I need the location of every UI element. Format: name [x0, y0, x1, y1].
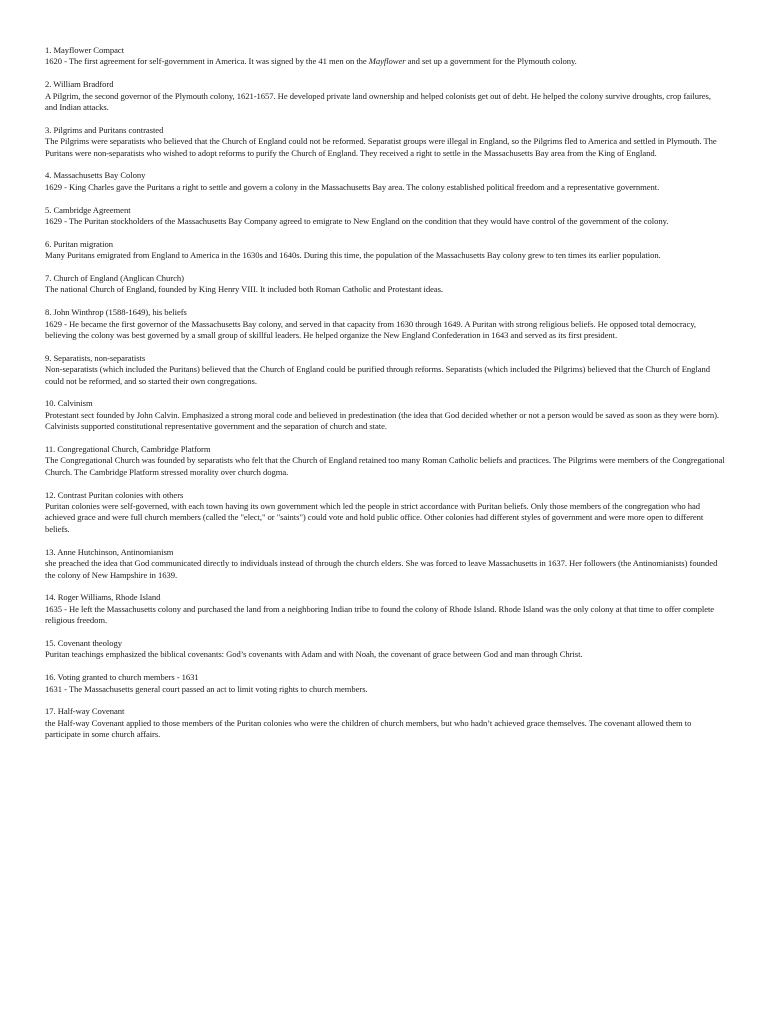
- entry-body: A Pilgrim, the second governor of the Plymouth colony, 1621-1657. He developed private land ownership and helped colonists get out of debt. He helped the colony survive droughts, crop failures, and Indian attacks.: [45, 90, 711, 113]
- entry-body: Puritan colonies were self-governed, with each town having its own government which led the people in strict accordance with Puritan beliefs. Only those members of the congregation who had achieved grace and were full church members (called the "elect," or "saints") could vote and hold public office. Other colonies had different styles of government and were more open to different beliefs.: [45, 501, 704, 534]
- entry-puritan-colonies-contrast: [45, 490, 725, 536]
- entry-body-italic: Mayflower: [368, 56, 406, 67]
- entry-roger-williams: [45, 592, 725, 626]
- entry-title: 1. Mayflower Compact: [45, 45, 124, 55]
- entry-body: 1635 - He left the Massachusetts colony and purchased the land from a neighboring Indian tribe to found the colony of Rhode Island. Rhode Island was the only colony at that time to offer complete religious freedom.: [45, 603, 715, 626]
- entry-massachusetts-bay-colony: [45, 170, 725, 193]
- entry-title: 7. Church of England (Anglican Church): [45, 273, 184, 284]
- entry-title: 11. Congregational Church, Cambridge Platform: [45, 444, 211, 455]
- entry-title: 12. Contrast Puritan colonies with others: [45, 489, 184, 500]
- entry-title: 6. Puritan migration: [45, 238, 113, 249]
- entry-church-of-england: [45, 273, 725, 296]
- entry-title: 13. Anne Hutchinson, Antinomianism: [45, 546, 174, 557]
- entry-anne-hutchinson: [45, 547, 725, 581]
- entry-title: 2. William Bradford: [45, 79, 114, 90]
- entry-puritan-migration: [45, 239, 725, 262]
- entry-body: the Half-way Covenant applied to those members of the Puritan colonies who were the children of church members, but who hadn’t achieved grace themselves. The covenant allowed them to participate in some church affairs.: [45, 717, 692, 740]
- entry-title: 5. Cambridge Agreement: [45, 204, 131, 215]
- entry-congregational-church: [45, 444, 725, 478]
- document-page: [45, 45, 725, 752]
- entry-covenant-theology: [45, 638, 725, 661]
- entry-title: 10. Calvinism: [45, 398, 93, 409]
- entry-title: 15. Covenant theology: [45, 637, 122, 648]
- entry-voting-rights: [45, 672, 725, 695]
- entry-title: 17. Half-way Covenant: [45, 706, 125, 717]
- entry-half-way-covenant: [45, 706, 725, 740]
- entry-title: 8. John Winthrop (1588-1649), his beliefs: [45, 307, 187, 318]
- entry-john-winthrop: [45, 307, 725, 341]
- entry-body: [45, 56, 725, 67]
- entry-body: Protestant sect founded by John Calvin. Emphasized a strong moral code and believed in predestination (the idea that God decided whether or not a person would be saved as soon as they were born). Calvinists supported constitutional representative government and the separation of church and state.: [45, 409, 719, 432]
- entry-pilgrims-puritans: [45, 125, 725, 159]
- entry-title: 16. Voting granted to church members - 1631: [45, 672, 199, 683]
- entry-title: 4. Massachusetts Bay Colony: [45, 170, 146, 181]
- entry-body-text: 1620 - The first agreement for self-government in America. It was signed by the 41 men on the: [45, 56, 369, 67]
- entry-body: Non-separatists (which included the Puritans) believed that the Church of England could be purified through reforms. Separatists (which included the Pilgrims) believed that the Church of England could not be reformed, and so started their own congregations.: [45, 364, 710, 386]
- entry-william-bradford: [45, 79, 725, 113]
- entry-title: 3. Pilgrims and Puritans contrasted: [45, 124, 164, 135]
- entry-body: 1629 - He became the first governor of the Massachusetts Bay colony, and served in that capacity from 1630 through 1649. A Puritan with strong religious beliefs. He opposed total democracy, believing the colony was best governed by a small group of skillful leaders. He helped organize the New England Confederation in 1643 and served as its first president.: [45, 318, 696, 341]
- entry-body: she preached the idea that God communicated directly to individuals instead of through the church elders. She was forced to leave Massachusetts in 1637. Her followers (the Antinomianists) founded the colony of New Hampshire in 1639.: [45, 558, 718, 580]
- entry-separatists: [45, 353, 725, 387]
- entry-body-text: and set up a government for the Plymouth colony.: [405, 56, 577, 67]
- entry-body: Many Puritans emigrated from England to America in the 1630s and 1640s. During this time, the population of the Massachusetts Bay colony grew to ten times its earlier population.: [45, 250, 661, 261]
- entry-body: 1631 - The Massachusetts general court passed an act to limit voting rights to church members.: [45, 683, 368, 694]
- entry-cambridge-agreement: [45, 205, 725, 228]
- entry-body: 1629 - The Puritan stockholders of the Massachusetts Bay Company agreed to emigrate to New England on the condition that they would have control of the government of the colony.: [45, 216, 669, 227]
- entry-body: The national Church of England, founded by King Henry VIII. It included both Roman Catholic and Protestant ideas.: [45, 284, 444, 295]
- entry-body: Puritan teachings emphasized the biblical covenants: God’s covenants with Adam and with Noah, the covenant of grace between God and man through Christ.: [45, 649, 583, 660]
- entry-calvinism: [45, 398, 725, 432]
- entry-body: 1629 - King Charles gave the Puritans a right to settle and govern a colony in the Massachusetts Bay area. The colony established political freedom and a representative government.: [45, 181, 660, 192]
- entry-mayflower-compact: [45, 45, 725, 68]
- entry-title: 14. Roger Williams, Rhode Island: [45, 592, 161, 603]
- entry-body: The Pilgrims were separatists who believed that the Church of England could not be reformed. Separatist groups were illegal in England, so the Pilgrims fled to America and settled in Plymouth. The Puritans were non-separatists who wished to adopt reforms to purify the Church of England. They received a right to settle in the Massachusetts Bay area from the King of England.: [45, 136, 717, 158]
- entry-title: 9. Separatists, non-separatists: [45, 352, 146, 363]
- entry-body: The Congregational Church was founded by separatists who felt that the Church of England retained too many Roman Catholic beliefs and practices. The Pilgrims were members of the Congregational Church. The Cambridge Platform stressed morality over church dogma.: [45, 455, 725, 477]
